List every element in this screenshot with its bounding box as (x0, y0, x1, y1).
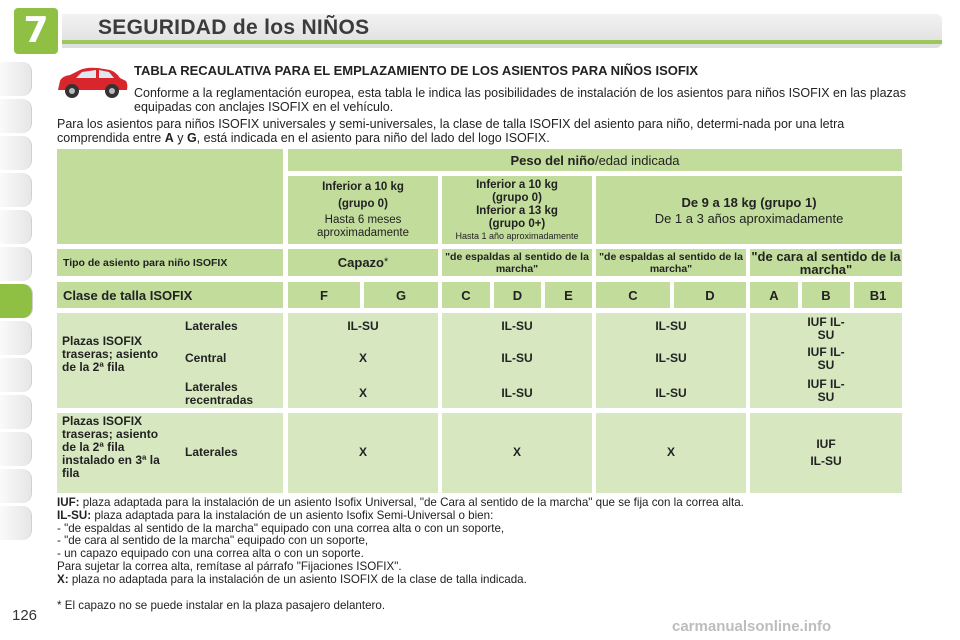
page-number: 126 (12, 607, 38, 624)
seat-type-rear-facing: "de espaldas al sentido de la marcha" (596, 249, 746, 276)
note-bullet: - "de espaldas al sentido de la marcha" equipado con una correa alta o con un soporte, (57, 521, 505, 535)
car-icon (52, 64, 130, 102)
table-value: IL-SU (501, 386, 533, 400)
row3-col-bg (750, 413, 902, 493)
size-class-cell: C (442, 282, 490, 308)
side-tab[interactable] (0, 62, 32, 96)
side-tab[interactable] (0, 321, 32, 355)
seat-type-capazo: Capazo * (288, 249, 438, 276)
table-value: IUF (816, 437, 836, 451)
table-value: IUF IL-SU (807, 315, 845, 342)
section-title: TABLA RECAULATIVA PARA EL EMPLAZAMIENTO DE LOS ASIENTOS PARA NIÑOS ISOFIX (134, 63, 699, 78)
table-value: IL-SU (501, 351, 533, 365)
row2-label: Plazas ISOFIX traseras; asiento de la 2ª fila (62, 334, 159, 374)
legend-notes (57, 497, 937, 587)
side-tab[interactable] (0, 210, 32, 244)
note-x: X: plaza no adaptada para la instalación de un asiento ISOFIX de la clase de talla indicada. (57, 572, 527, 586)
table-value: IUF IL-SU (807, 377, 845, 404)
side-tab-strip (0, 62, 32, 543)
seat-type-label: Tipo de asiento para niño ISOFIX (57, 249, 283, 276)
size-class-cell: A (750, 282, 798, 308)
table-value: IUF IL-SU (807, 345, 845, 372)
table-value: IL-SU (347, 319, 379, 333)
size-class-label: Clase de talla ISOFIX (57, 282, 283, 308)
note-bullet: - un capazo equipado con una correa alta o con un soporte. (57, 547, 364, 561)
footnote: * El capazo no se puede instalar en la plaza pasajero delantero. (57, 599, 386, 612)
intro-paragraph: Conforme a la reglamentación europea, esta tabla le indica las posibilidades de instalación de los asientos para niños ISOFIX en las plazas equipadas con anclajes ISOFIX en el vehículo. (134, 86, 906, 114)
size-class-cell: G (364, 282, 438, 308)
table-value: IL-SU (655, 319, 687, 333)
side-tab[interactable] (0, 136, 32, 170)
size-class-cell: C (596, 282, 670, 308)
position-label: Central (185, 351, 227, 365)
table-value: IL-SU (655, 386, 687, 400)
table-value: X (358, 386, 367, 400)
row3-label: Plazas ISOFIX traseras; asiento de la 2ª fila instalado en 3ª la fila (62, 414, 160, 480)
note-iuf: IUF: plaza adaptada para la instalación de un asiento Isofix Universal, "de Cara al sentido de la marcha" que se fija con la correa alta. (57, 496, 744, 509)
position-label: Laterales recentradas (185, 380, 254, 407)
size-class-cell: B1 (854, 282, 902, 308)
chapter-number: 7 (14, 8, 58, 54)
size-class-cell: D (494, 282, 541, 308)
group-0plus-header: Inferior a 10 kg (grupo 0) Inferior a 13 kg (grupo 0+) Hasta 1 año aproximadamente (442, 176, 592, 244)
side-tab[interactable] (0, 99, 32, 133)
header-rule (62, 40, 942, 44)
table-value: IL-SU (655, 351, 687, 365)
table-corner (57, 149, 283, 244)
size-class-cell: D (674, 282, 746, 308)
table-value: X (666, 445, 675, 459)
size-class-cell: F (288, 282, 360, 308)
side-tab[interactable] (0, 173, 32, 207)
group-0-header: Inferior a 10 kg (grupo 0) Hasta 6 meses aproximadamente (288, 176, 438, 244)
seat-type-rear-facing: "de espaldas al sentido de la marcha" (442, 249, 592, 276)
watermark: carmanualsonline.info (672, 618, 832, 635)
side-tab[interactable] (0, 247, 32, 281)
intro-isofix-class-paragraph: Para los asientos para niños ISOFIX universales y semi-universales, la clase de talla ISOFIX del asiento para niño, determi-nada por una letra comprendida entre A y G, está indicada en el asiento para niño del lado del logo ISOFIX. (57, 117, 845, 145)
table-value: X (358, 445, 367, 459)
position-label: Laterales (185, 445, 238, 459)
seat-type-forward-facing: "de cara al sentido de la marcha" (751, 248, 901, 277)
group-1-header: De 9 a 18 kg (grupo 1) De 1 a 3 años aproximadamente (596, 176, 902, 244)
weight-header: Peso del niño /edad indicada (288, 149, 902, 171)
side-tab[interactable] (0, 469, 32, 503)
side-tab-active[interactable] (0, 284, 33, 318)
table-value: X (358, 351, 367, 365)
note-ilsu: IL-SU: plaza adaptada para la instalación de un asiento Isofix Semi-Universal o bien: (57, 508, 494, 522)
size-class-cell: B (802, 282, 850, 308)
table-value: IL-SU (501, 319, 533, 333)
position-label: Laterales (185, 319, 238, 333)
side-tab[interactable] (0, 506, 32, 540)
note-bullet: - "de cara al sentido de la marcha" equipado con un soporte, (57, 534, 369, 548)
side-tab[interactable] (0, 432, 32, 466)
table-value: X (512, 445, 521, 459)
side-tab[interactable] (0, 395, 32, 429)
note-strap: Para sujetar la correa alta, remítase al párrafo "Fijaciones ISOFIX". (57, 559, 402, 573)
size-class-cell: E (545, 282, 592, 308)
page-title: SEGURIDAD de los NIÑOS (98, 16, 370, 39)
table-value: IL-SU (810, 454, 842, 468)
side-tab[interactable] (0, 358, 32, 392)
